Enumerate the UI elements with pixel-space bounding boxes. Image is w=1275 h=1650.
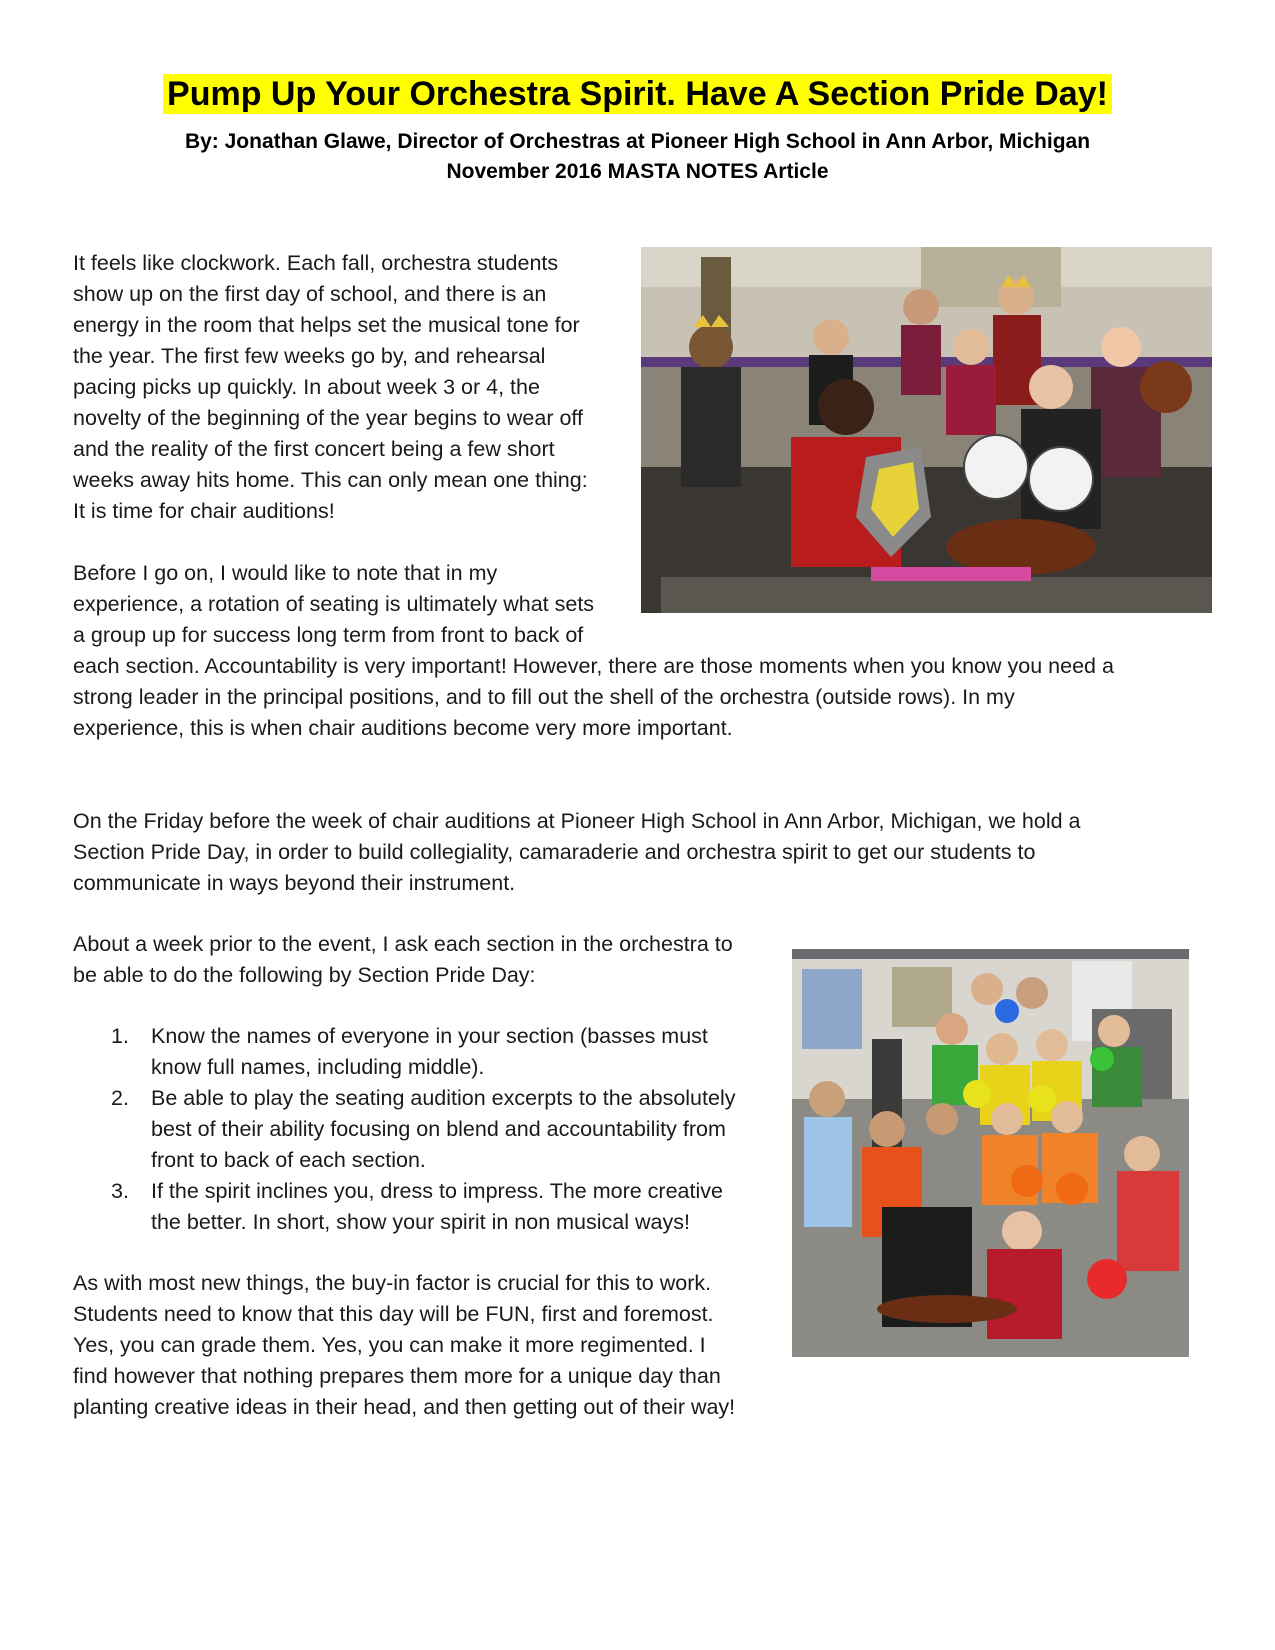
text-line: It is time for chair auditions! — [73, 499, 335, 523]
text-line: pacing picks up quickly. In about week 3 or 4, the — [73, 375, 540, 399]
list-item — [73, 1083, 793, 1176]
text-line: communicate in ways beyond their instrument. — [73, 871, 516, 895]
text-line: As with most new things, the buy-in factor is crucial for this to work. — [73, 1271, 712, 1295]
paragraph-intro — [73, 248, 588, 527]
text-line: About a week prior to the event, I ask each section in the orchestra to — [73, 932, 733, 956]
text-line: planting creative ideas in their head, and then getting out of their way! — [73, 1395, 736, 1419]
list-item-number: 2. — [111, 1086, 129, 1110]
text-line: energy in the room that helps set the musical tone for — [73, 313, 580, 337]
text-line: strong leader in the principal positions, and to fill out the shell of the orchestra (outside rows). In my — [73, 685, 1015, 709]
paragraph-rotation — [73, 558, 1114, 744]
paragraph-friday — [73, 806, 1081, 899]
text-line: Be able to play the seating audition excerpts to the absolutely — [151, 1086, 736, 1110]
text-line: experience, a rotation of seating is ultimately what sets — [73, 592, 595, 616]
list-item-number: 1. — [111, 1024, 129, 1048]
text-line: best of their ability focusing on blend and accountability from — [151, 1117, 726, 1141]
text-line: the better. In short, show your spirit in non musical ways! — [151, 1210, 690, 1234]
text-line: know full names, including middle). — [151, 1055, 485, 1079]
numbered-list — [73, 1021, 793, 1238]
text-line: show up on the first day of school, and there is an — [73, 282, 547, 306]
byline-issue: November 2016 MASTA NOTES Article — [446, 160, 829, 183]
article-title: Pump Up Your Orchestra Spirit. Have A Section Pride Day! — [163, 74, 1112, 114]
text-line: Before I go on, I would like to note that in my — [73, 561, 498, 585]
text-line: be able to do the following by Section Pride Day: — [73, 963, 536, 987]
text-line: weeks away hits home. This can only mean one thing: — [73, 468, 588, 492]
text-line: Students need to know that this day will be FUN, first and foremost. — [73, 1302, 714, 1326]
text-line: find however that nothing prepares them more for a unique day than — [73, 1364, 721, 1388]
byline-author: By: Jonathan Glawe, Director of Orchestras at Pioneer High School in Ann Arbor, Michigan — [184, 130, 1091, 153]
text-line: each section. Accountability is very important! However, there are those moments when you know you need a — [73, 654, 1114, 678]
paragraph-prior-week — [73, 929, 733, 991]
text-line: a group up for success long term from front to back of — [73, 623, 584, 647]
list-item-number: 3. — [111, 1179, 129, 1203]
list-item — [73, 1021, 793, 1083]
text-line: and the reality of the first concert being a few short — [73, 437, 555, 461]
text-line: Yes, you can grade them. Yes, you can make it more regimented. I — [73, 1333, 706, 1357]
text-line: If the spirit inclines you, dress to impress. The more creative — [151, 1179, 723, 1203]
text-line: Know the names of everyone in your section (basses must — [151, 1024, 708, 1048]
text-line: the year. The first few weeks go by, and rehearsal — [73, 344, 546, 368]
text-line: It feels like clockwork. Each fall, orchestra students — [73, 251, 559, 275]
text-line: front to back of each section. — [151, 1148, 426, 1172]
text-line: Section Pride Day, in order to build collegiality, camaraderie and orchestra spirit to get our students to — [73, 840, 1036, 864]
photo-party-hats-students — [792, 949, 1189, 1357]
paragraph-buy-in — [73, 1268, 735, 1423]
text-line: On the Friday before the week of chair auditions at Pioneer High School in Ann Arbor, Michigan, we hold a — [73, 809, 1081, 833]
title-wrap — [0, 74, 1275, 114]
byline — [0, 127, 1275, 187]
list-item — [73, 1176, 793, 1238]
text-line: novelty of the beginning of the year begins to wear off — [73, 406, 583, 430]
text-line: experience, this is when chair auditions become very more important. — [73, 716, 733, 740]
